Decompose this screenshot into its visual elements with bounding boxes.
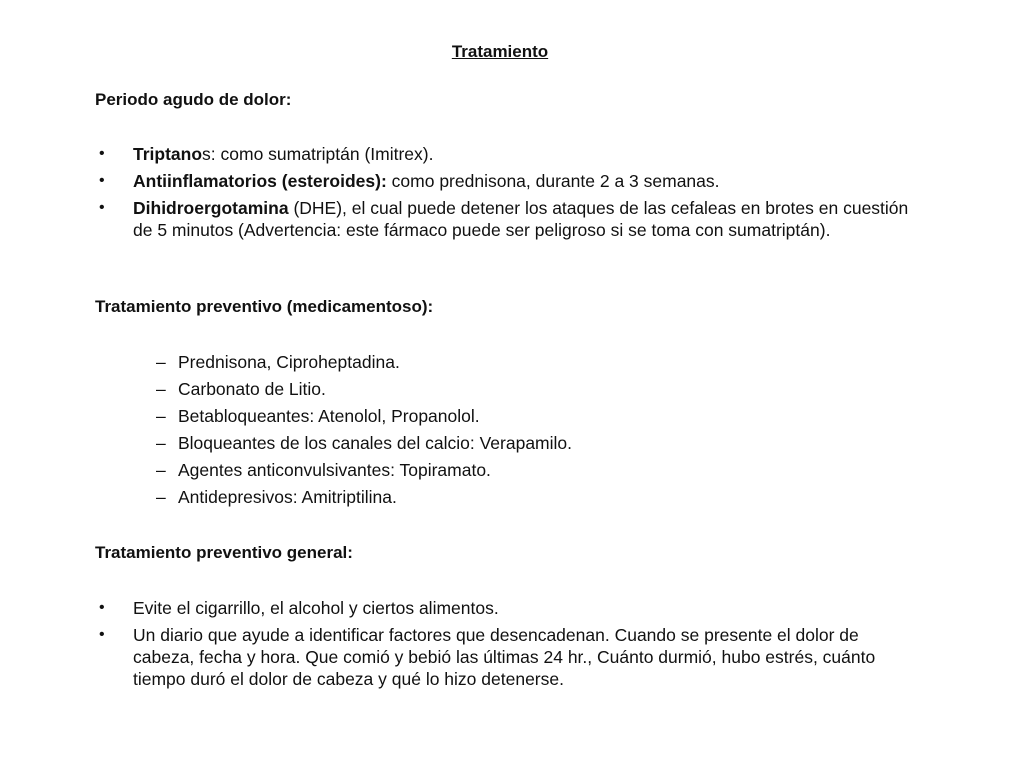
- item-text: Agentes anticonvulsivantes: Topiramato.: [178, 460, 491, 480]
- heading-preventive-general: Tratamiento preventivo general:: [95, 543, 353, 562]
- list-item: [158, 405, 858, 427]
- bullet-marker: •: [99, 599, 105, 616]
- item-text: Prednisona, Ciproheptadina.: [178, 352, 400, 372]
- dash-marker: –: [156, 487, 166, 507]
- list-item: [158, 432, 858, 454]
- item-text: Antidepresivos: Amitriptilina.: [178, 487, 397, 507]
- preventive-medication-list: [158, 351, 858, 513]
- list-item: [95, 597, 915, 619]
- dash-marker: –: [156, 406, 166, 426]
- bullet-marker: •: [99, 172, 105, 189]
- list-item: [95, 624, 915, 690]
- list-item: [95, 143, 915, 165]
- item-text: Betabloqueantes: Atenolol, Propanolol.: [178, 406, 480, 426]
- item-text: (DHE), el cual puede detener los ataques de las cefaleas en brotes en cuestión de 5 minutos (Advertencia: este fármaco puede ser peligroso si se toma con sumatriptán).: [133, 198, 909, 240]
- list-item: [158, 351, 858, 373]
- dash-marker: –: [156, 379, 166, 399]
- heading-acute-period: Periodo agudo de dolor:: [95, 90, 292, 109]
- preventive-general-list: [95, 597, 915, 695]
- item-text: Evite el cigarrillo, el alcohol y ciertos alimentos.: [133, 598, 499, 618]
- list-item: [95, 170, 915, 192]
- item-text: Un diario que ayude a identificar factores que desencadenan. Cuando se presente el dolor de cabeza, fecha y hora. Que comió y bebió las últimas 24 hr., Cuánto durmió, hubo estrés, cuánto tiempo duró el dolor de cabeza y qué lo hizo detenerse.: [133, 625, 876, 689]
- item-text: como prednisona, durante 2 a 3 semanas.: [386, 171, 720, 191]
- bullet-marker: •: [99, 145, 105, 162]
- item-text: Bloqueantes de los canales del calcio: Verapamilo.: [178, 433, 572, 453]
- item-term: Triptano: [133, 144, 203, 164]
- bullet-marker: •: [99, 626, 105, 643]
- list-item: [158, 459, 858, 481]
- acute-treatment-list: [95, 143, 915, 246]
- list-item: [158, 486, 858, 508]
- dash-marker: –: [156, 433, 166, 453]
- list-item: [95, 197, 915, 241]
- item-term: Dihidroergotamina: [133, 198, 289, 218]
- slide-title: Tratamiento: [451, 42, 549, 61]
- item-term: Antiinflamatorios (esteroides):: [133, 171, 387, 191]
- bullet-marker: •: [99, 199, 105, 216]
- item-text: Carbonato de Litio.: [178, 379, 326, 399]
- list-item: [158, 378, 858, 400]
- heading-preventive-medication: Tratamiento preventivo (medicamentoso):: [95, 297, 434, 316]
- dash-marker: –: [156, 460, 166, 480]
- dash-marker: –: [156, 352, 166, 372]
- item-text: s: como sumatriptán (Imitrex).: [202, 144, 434, 164]
